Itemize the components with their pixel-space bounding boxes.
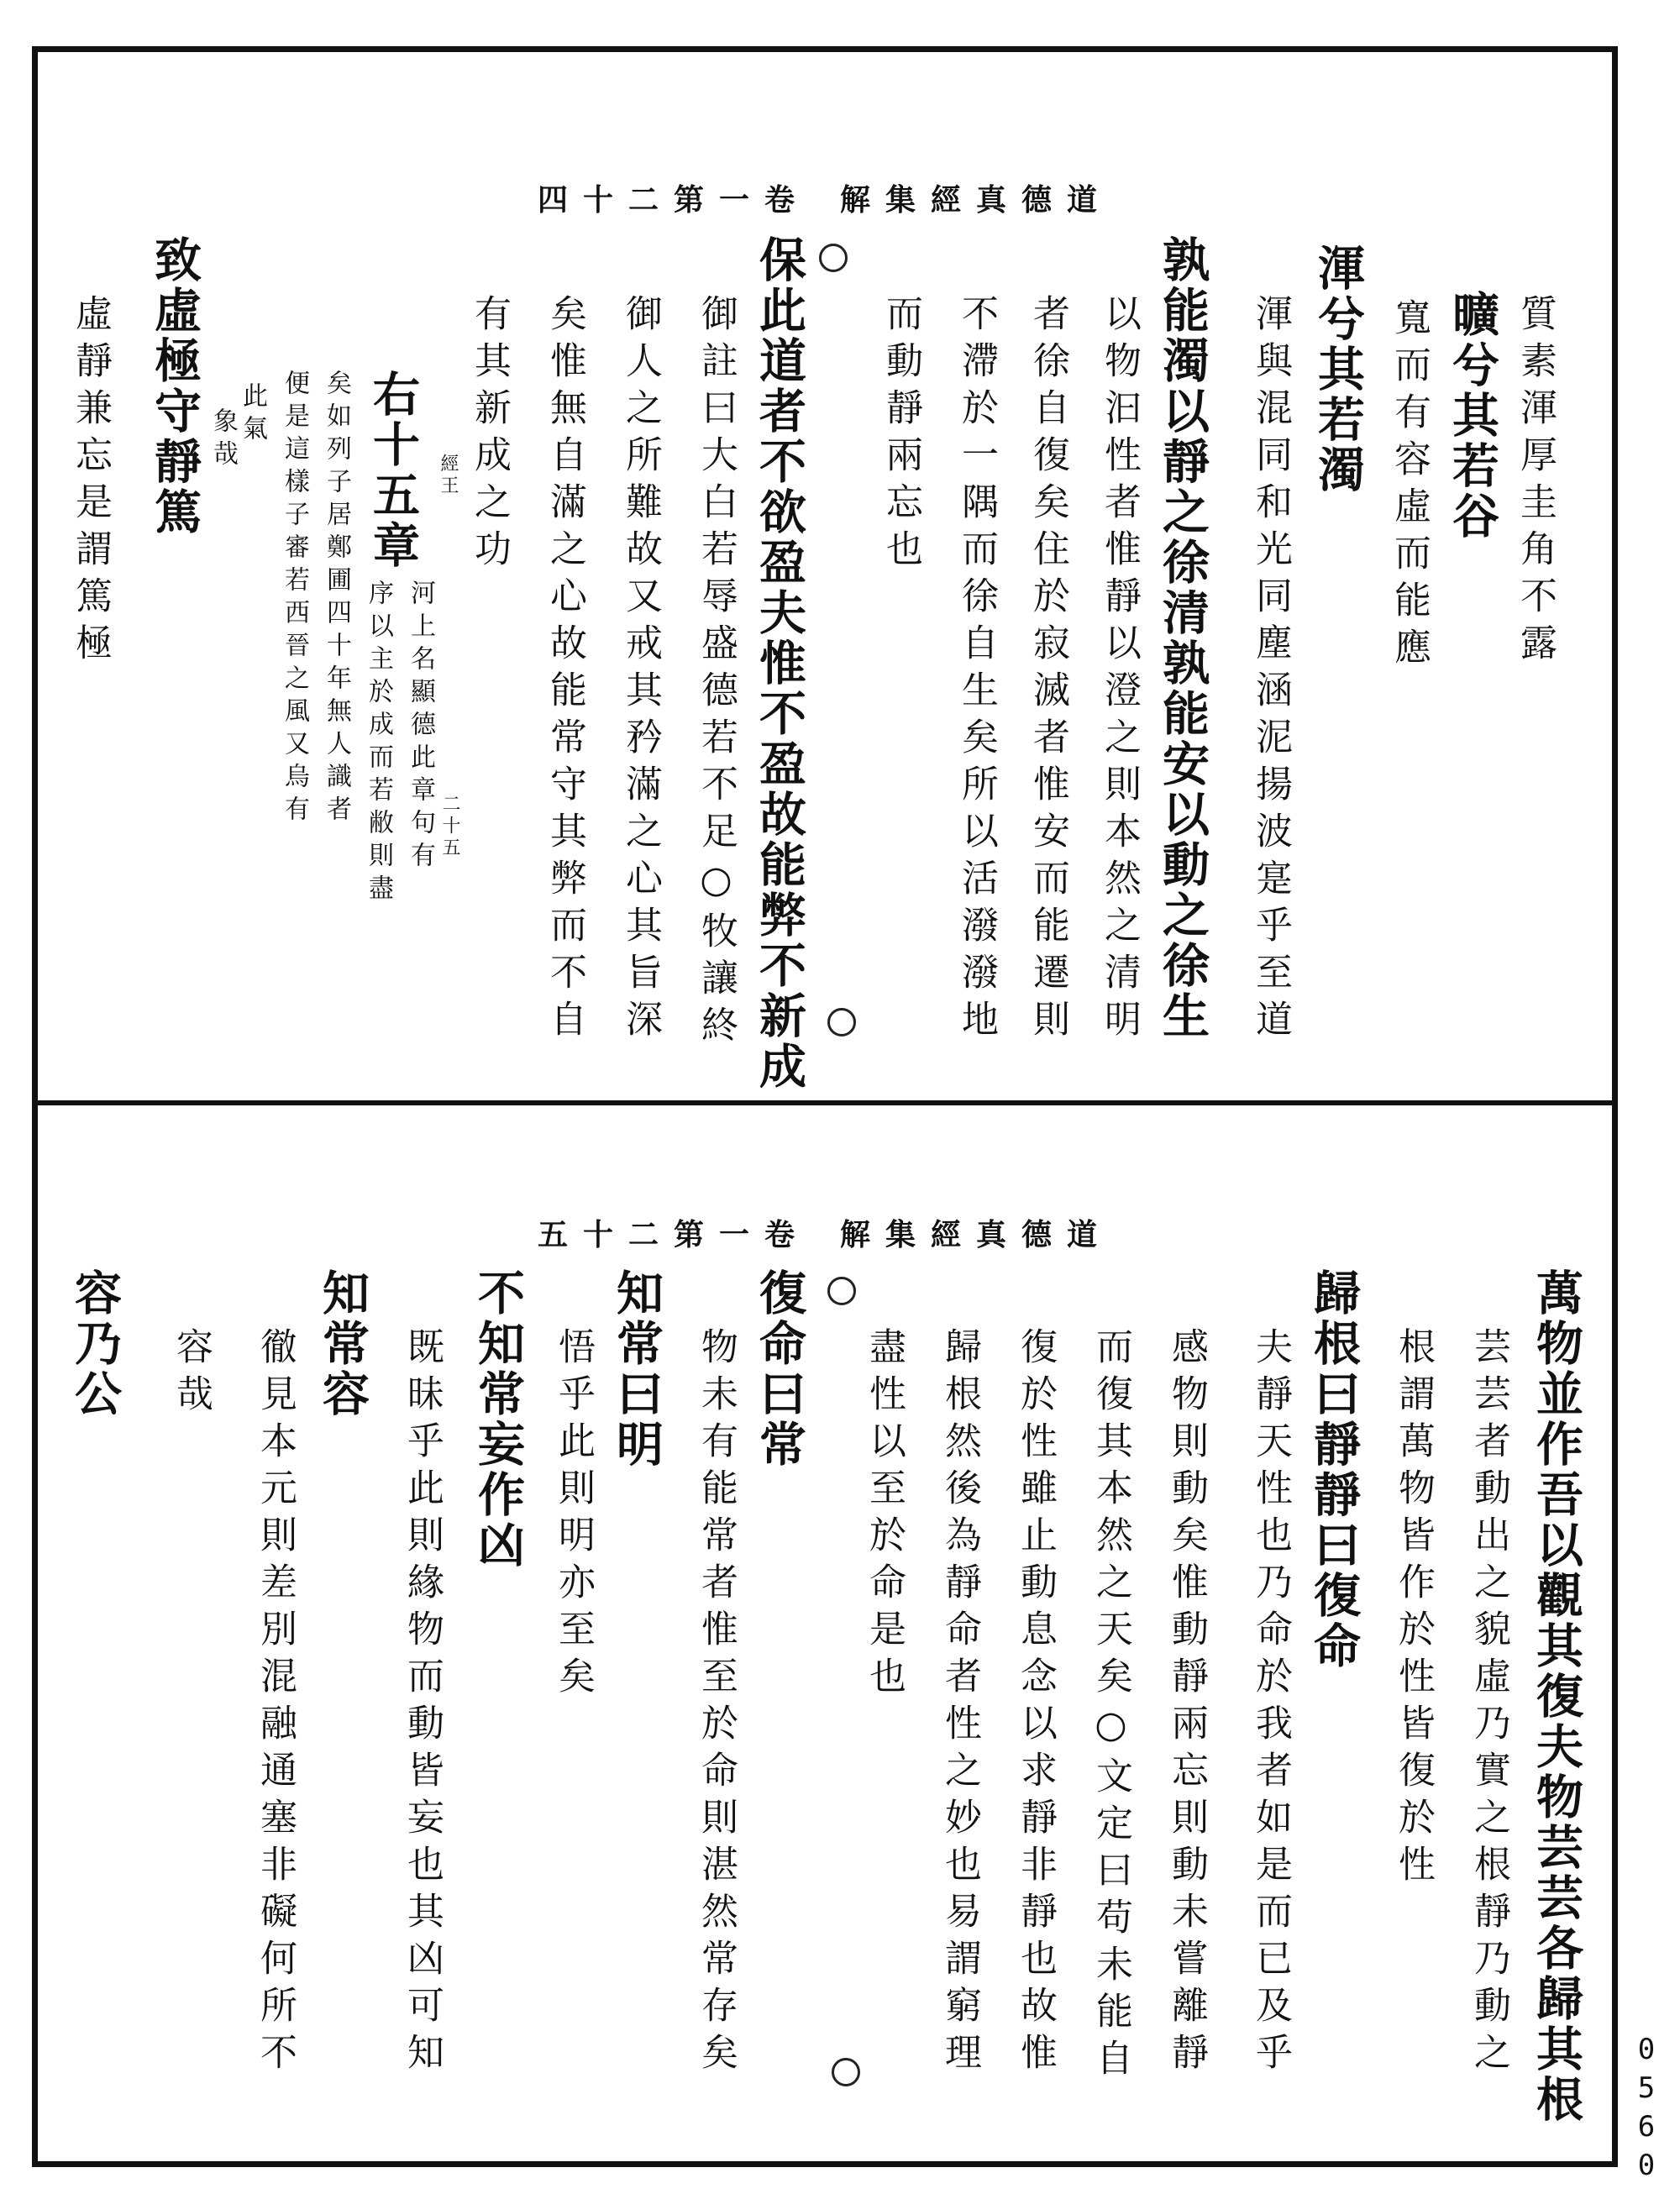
running-head-top-left: 四十二第一卷 bbox=[538, 182, 811, 218]
text-column: 矣惟無自滿之心故能常守其弊而不自 bbox=[543, 294, 586, 1047]
text-column: 感物則動矣惟動靜兩忘則動未嘗離靜 bbox=[1165, 1327, 1208, 2080]
text-column: 矣如列子居鄭圃四十年無人識者 bbox=[322, 370, 351, 828]
text-column: 復命曰常 bbox=[752, 1268, 807, 1470]
text-column: 盡性以至於命是也 bbox=[863, 1327, 906, 1703]
text-column: 御人之所難故又戒其矜滿之心其旨深 bbox=[619, 294, 662, 1047]
text-column: 保此道者不欲盈夫惟不盈故能弊不新成 bbox=[752, 235, 807, 1092]
text-column: 御註曰大白若辱盛德若不足○牧讓終 bbox=[695, 294, 738, 1052]
text-column: 夫靜天性也乃命於我者如是而已及乎 bbox=[1249, 1327, 1292, 2080]
text-column: 而動靜兩忘也 bbox=[879, 294, 922, 576]
text-column: 容哉 bbox=[170, 1327, 213, 1421]
text-column: 虛靜兼忘是謂篤極 bbox=[69, 294, 112, 670]
text-column: 既昧乎此則緣物而動皆妄也其凶可知 bbox=[401, 1327, 444, 2080]
running-head-bottom-right: 解集經真德道 bbox=[840, 1217, 1113, 1252]
text-column: 復於性雖止動息念以求靜非靜也故惟 bbox=[1014, 1327, 1057, 2080]
punctuation-circle bbox=[827, 1008, 856, 1037]
text-column: 徹見本元則差別混融通塞非礙何所不 bbox=[254, 1327, 297, 2080]
text-column: 萬物並作吾以觀其復夫物芸芸各歸其根 bbox=[1529, 1268, 1584, 2125]
text-column: 便是這樣子審若西晉之風又烏有 bbox=[280, 370, 309, 828]
chapter-note: 經王 bbox=[438, 454, 459, 497]
text-column: 芸芸者動出之貌虛乃實之根靜乃動之 bbox=[1467, 1327, 1510, 2080]
running-head-bottom-left: 五十二第一卷 bbox=[538, 1217, 811, 1252]
text-column: 寬而有容虛而能應 bbox=[1388, 298, 1431, 674]
small-note: 二十五 bbox=[439, 794, 460, 859]
text-column: 不知常妄作凶 bbox=[470, 1268, 526, 1571]
text-column: 根謂萬物皆作於性皆復於性 bbox=[1392, 1327, 1435, 1892]
text-column: 不滯於一隅而徐自生矣所以活潑潑地 bbox=[955, 294, 998, 1047]
text-column: 河上名顯德此章句有 bbox=[406, 580, 435, 874]
text-column: 此氣 bbox=[238, 382, 267, 448]
text-column: 歸根然後為靜命者性之妙也易謂窮理 bbox=[938, 1327, 981, 2080]
text-column: 知常曰明 bbox=[609, 1268, 664, 1470]
text-column: 致虛極守靜篤 bbox=[147, 235, 202, 538]
text-column: 序以主於成而若敝則盡 bbox=[364, 580, 393, 907]
half-divider bbox=[32, 1100, 1618, 1105]
text-column: 容乃公 bbox=[67, 1268, 123, 1420]
punctuation-circle bbox=[827, 1277, 856, 1305]
text-column: 曠兮其若谷 bbox=[1445, 290, 1500, 542]
chapter-marker: 右十五章 bbox=[365, 370, 421, 571]
text-column: 者徐自復矣住於寂滅者惟安而能遷則 bbox=[1026, 294, 1069, 1047]
punctuation-circle bbox=[832, 2058, 860, 2086]
text-column: 而復其本然之天矣○文定曰苟未能自 bbox=[1089, 1327, 1132, 2086]
text-column: 以物汩性者惟靜以澄之則本然之清明 bbox=[1098, 294, 1141, 1047]
page-number: 0560 bbox=[1630, 2033, 1663, 2187]
text-column: 悟乎此則明亦至矣 bbox=[552, 1327, 595, 1703]
text-column: 渾兮其若濁 bbox=[1310, 244, 1366, 496]
text-column: 物未有能常者惟至於命則湛然常存矣 bbox=[695, 1327, 738, 2080]
text-column: 象哉 bbox=[208, 407, 238, 473]
text-column: 知常容 bbox=[315, 1268, 370, 1420]
text-column: 歸根曰靜靜曰復命 bbox=[1306, 1268, 1362, 1672]
running-head-top-right: 解集經真德道 bbox=[840, 182, 1113, 218]
text-column: 質素渾厚圭角不露 bbox=[1514, 294, 1557, 670]
text-column: 孰能濁以靜之徐清孰能安以動之徐生 bbox=[1155, 235, 1210, 1042]
text-column: 渾與混同和光同塵涵泥揚波寔乎至道 bbox=[1249, 294, 1292, 1047]
punctuation-circle bbox=[819, 244, 848, 272]
text-column: 有其新成之功 bbox=[468, 294, 511, 576]
